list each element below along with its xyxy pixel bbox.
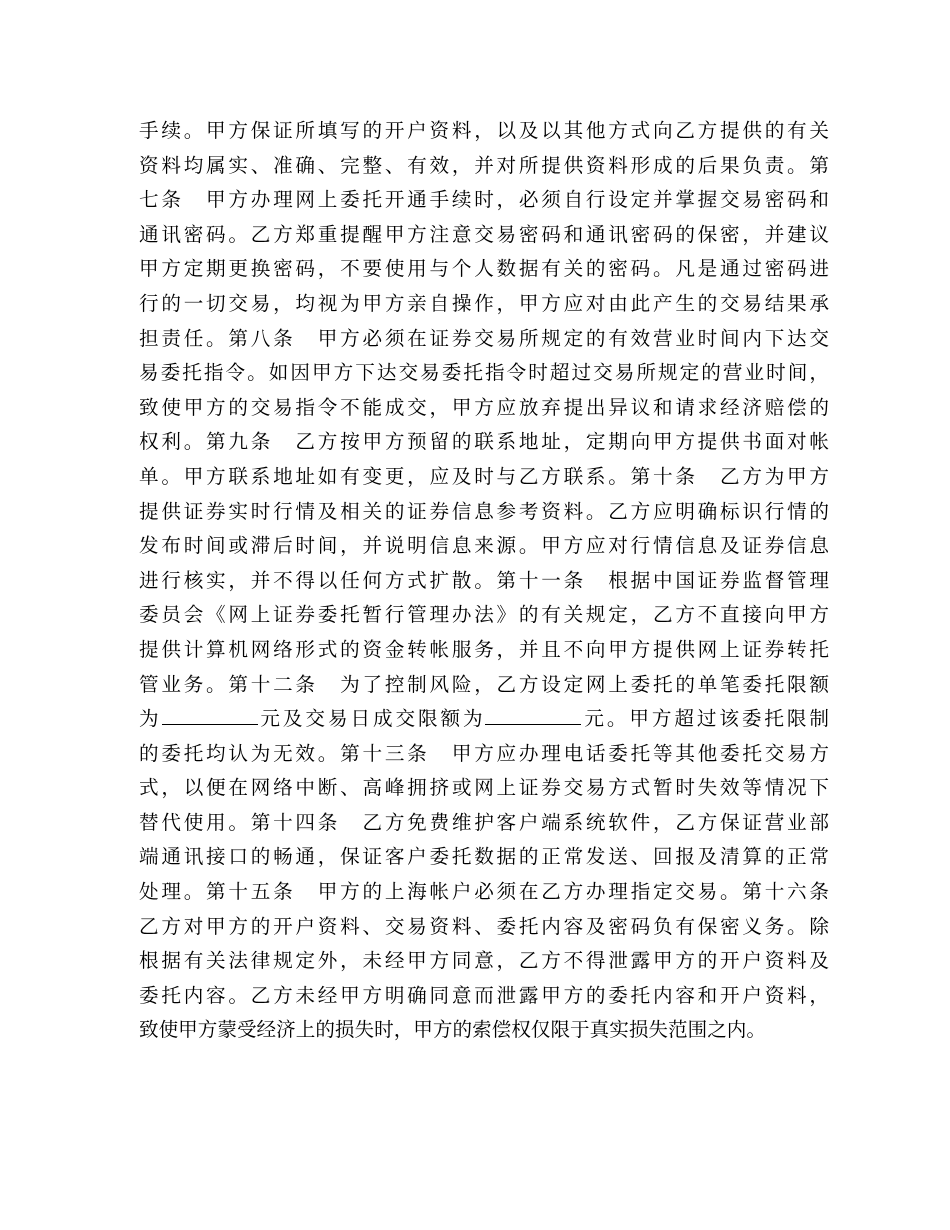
text-line: 进行核实，并不得以任何方式扩散。第十一条 根据中国证券监督管理 (139, 568, 829, 592)
text-line: 担责任。第八条 甲方必须在证券交易所规定的有效营业时间内下达交 (139, 326, 829, 350)
text-line: 处理。第十五条 甲方的上海帐户必须在乙方办理指定交易。第十六条 (139, 880, 829, 904)
text-line: 根据有关法律规定外，未经甲方同意，乙方不得泄露甲方的开户资料及 (139, 949, 829, 973)
text-line: 端通讯接口的畅通，保证客户委托数据的正常发送、回报及清算的正常 (139, 845, 829, 869)
fill-in-blank (485, 708, 581, 725)
blank-line-text: 元。甲方超过该委托限制 (581, 707, 830, 731)
text-line: 致使甲方的交易指令不能成交，甲方应放弃提出异议和请求经济赔偿的 (139, 395, 829, 419)
text-line: 单。甲方联系地址如有变更，应及时与乙方联系。第十条 乙方为甲方 (139, 464, 829, 488)
body-text (139, 114, 829, 1048)
text-line: 委员会《网上证券委托暂行管理办法》的有关规定，乙方不直接向甲方 (139, 603, 829, 627)
text-line: 通讯密码。乙方郑重提醒甲方注意交易密码和通讯密码的保密，并建议 (139, 222, 829, 246)
text-line: 致使甲方蒙受经济上的损失时，甲方的索偿权仅限于真实损失范围之内。 (139, 1018, 766, 1042)
text-line: 易委托指令。如因甲方下达交易委托指令时超过交易所规定的营业时间， (139, 361, 829, 385)
text-line: 委托内容。乙方未经甲方明确同意而泄露甲方的委托内容和开户资料， (139, 983, 829, 1007)
text-line: 手续。甲方保证所填写的开户资料，以及以其他方式向乙方提供的有关 (139, 119, 829, 142)
text-line: 甲方定期更换密码，不要使用与个人数据有关的密码。凡是通过密码进 (139, 257, 829, 281)
text-line: 提供证券实时行情及相关的证券信息参考资料。乙方应明确标识行情的 (139, 499, 829, 523)
text-line-with-blanks (139, 702, 829, 737)
text-line: 提供计算机网络形式的资金转帐服务，并且不向甲方提供网上证券转托 (139, 637, 829, 661)
text-line: 资料均属实、准确、完整、有效，并对所提供资料形成的后果负责。第 (139, 153, 829, 177)
text-line: 七条 甲方办理网上委托开通手续时，必须自行设定并掌握交易密码和 (139, 188, 829, 212)
blank-line-text: 元及交易日成交限额为 (257, 707, 486, 731)
text-line: 管业务。第十二条 为了控制风险，乙方设定网上委托的单笔委托限额 (139, 672, 829, 696)
text-line: 的委托均认为无效。第十三条 甲方应办理电话委托等其他委托交易方 (139, 741, 829, 765)
text-line: 行的一切交易，均视为甲方亲自操作，甲方应对由此产生的交易结果承 (139, 291, 829, 315)
fill-in-blank (162, 708, 258, 725)
blank-line-text: 为 (139, 707, 162, 731)
text-line: 式，以便在网络中断、高峰拥挤或网上证券交易方式暂时失效等情况下 (139, 776, 829, 800)
text-line: 发布时间或滞后时间，并说明信息来源。甲方应对行情信息及证券信息 (139, 534, 829, 558)
text-line: 乙方对甲方的开户资料、交易资料、委托内容及密码负有保密义务。除 (139, 914, 829, 938)
text-line: 权利。第九条 乙方按甲方预留的联系地址，定期向甲方提供书面对帐 (139, 430, 829, 454)
text-line: 替代使用。第十四条 乙方免费维护客户端系统软件，乙方保证营业部 (139, 810, 829, 834)
